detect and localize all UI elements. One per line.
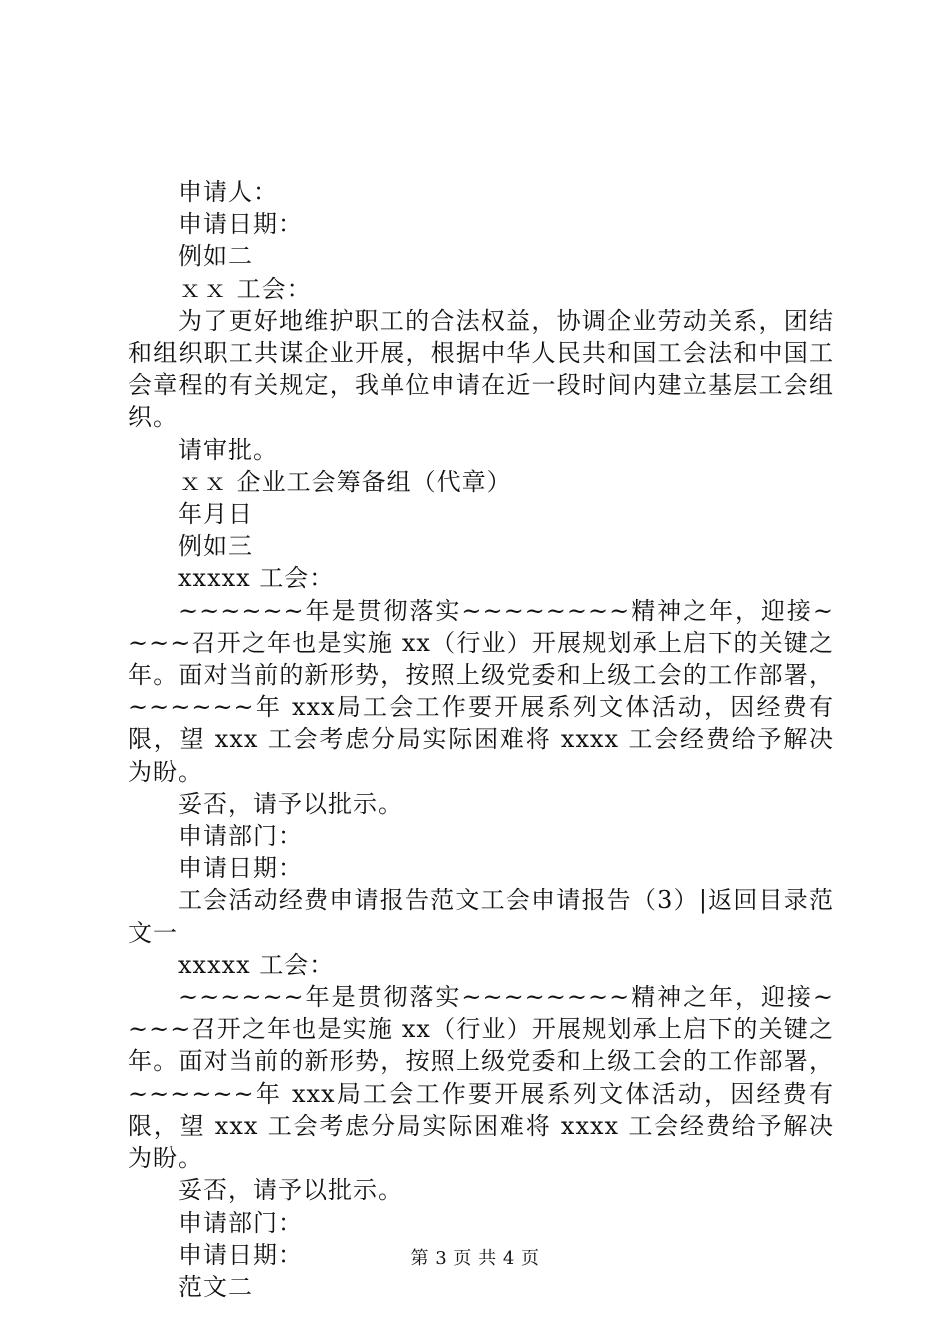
- approval-request-line: 妥否，请予以批示。: [178, 1176, 403, 1205]
- example-three-heading: 例如三: [178, 532, 253, 561]
- page-number-footer: 第 3 页 共 4 页: [410, 1248, 540, 1269]
- date-placeholder-line: 年月日: [178, 500, 253, 529]
- sample-one-paragraph: ~~~~~~年是贯彻落实~~~~~~~~精神之年，迎接~~~~召开之年也是实施 xx（行业）开展规划承上启下的关键之年。面对当前的新形势，按照上级党委和上级工会的工作部署，~~~~~~年 xxx局工会工作要开展系列文体活动，因经费有限，望 xxx 工会考虑分局实际困难将 xxxx 工会经费给予解决为盼。: [128, 983, 834, 1173]
- department-line: 申请部门：: [178, 822, 303, 851]
- example-two-paragraph: 为了更好地维护职工的合法权益，协调企业劳动关系，团结和组织职工共谋企业开展，根据中华人民共和国工会法和中国工会章程的有关规定，我单位申请在近一段时间内建立基层工会组织。: [128, 306, 834, 432]
- addressee-line: xxxxx 工会：: [178, 564, 335, 593]
- application-date-line: 申请日期：: [178, 854, 303, 883]
- approval-request-line: 妥否，请予以批示。: [178, 789, 403, 818]
- application-date-line: 申请日期：: [178, 1240, 303, 1269]
- example-two-heading: 例如二: [178, 242, 253, 271]
- document-body: [128, 176, 834, 1303]
- addressee-line: xxxxx 工会：: [178, 950, 335, 979]
- application-date-line: 申请日期：: [178, 210, 303, 239]
- applicant-line: 申请人：: [178, 178, 278, 206]
- section-heading: 工会活动经费申请报告范文工会申请报告（3）|返回目录范文一: [128, 886, 834, 947]
- signature-line: ｘｘ 企业工会筹备组（代章）: [178, 467, 512, 496]
- department-line: 申请部门：: [178, 1208, 303, 1237]
- addressee-line: ｘｘ 工会：: [178, 274, 312, 303]
- sample-two-heading: 范文二: [178, 1272, 253, 1301]
- example-three-paragraph: ~~~~~~年是贯彻落实~~~~~~~~精神之年，迎接~~~~召开之年也是实施 xx（行业）开展规划承上启下的关键之年。面对当前的新形势，按照上级党委和上级工会的工作部署，~~~~~~年 xxx局工会工作要开展系列文体活动，因经费有限，望 xxx 工会考虑分局实际困难将 xxxx 工会经费给予解决为盼。: [128, 596, 834, 786]
- request-approval-line: 请审批。: [178, 435, 278, 464]
